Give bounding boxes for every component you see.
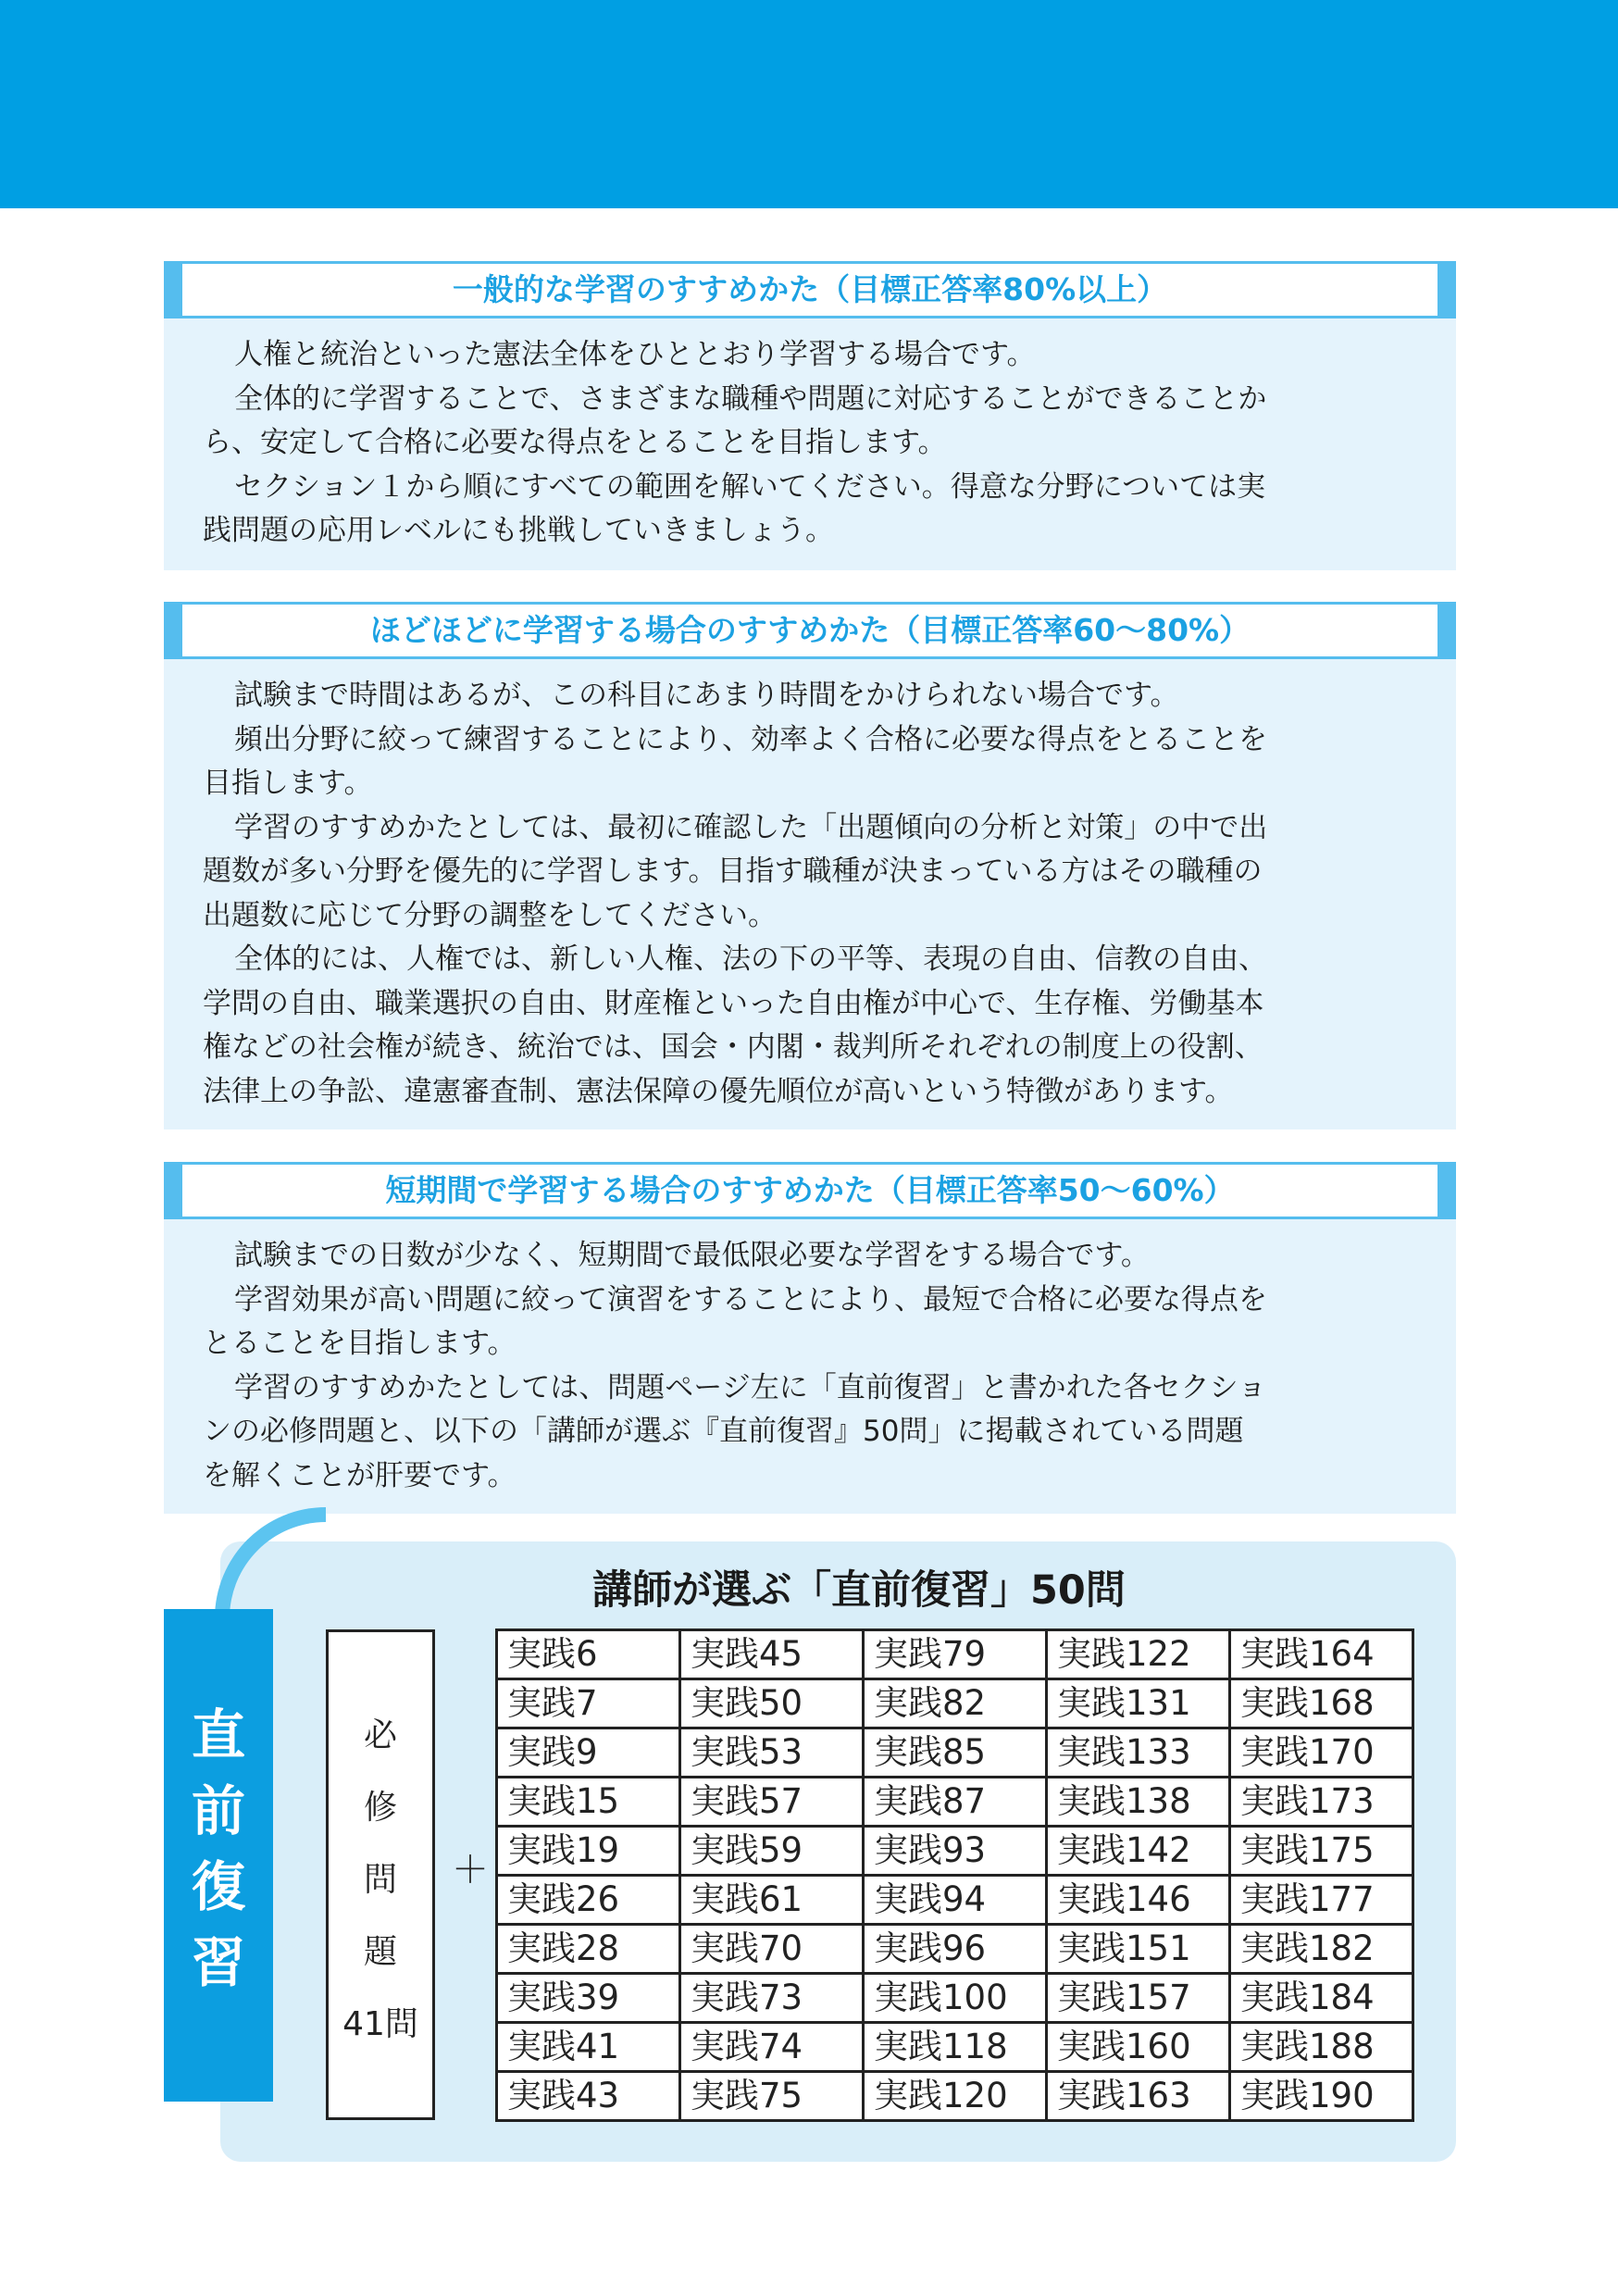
body-line: 学習のすすめかたとしては、最初に確認した「出題傾向の分析と対策」の中で出 [234, 810, 1268, 844]
required-char: 問 [363, 1861, 397, 1899]
table-cell: 実践15 [497, 1778, 680, 1827]
section-short-term-study [164, 1162, 1456, 1514]
section-title: 短期間で学習する場合のすすめかた（目標正答率50～60%） [385, 1172, 1235, 1208]
section-header [164, 1162, 1456, 1219]
table-row [497, 2072, 1413, 2121]
body-line: 人権と統治といった憲法全体をひととおり学習する場合です。 [234, 338, 1036, 371]
table-cell: 実践94 [864, 1876, 1047, 1925]
table-cell: 実践7 [497, 1679, 680, 1728]
table-row [497, 2023, 1413, 2072]
table-cell: 実践170 [1230, 1728, 1413, 1778]
section-body [203, 333, 1425, 554]
table-cell: 実践9 [497, 1728, 680, 1778]
review-problem-table [495, 1628, 1414, 2122]
body-line: 試験まで時間はあるが、この科目にあまり時間をかけられない場合です。 [234, 679, 1179, 712]
table-cell: 実践163 [1047, 2072, 1230, 2121]
table-cell: 実践74 [680, 2023, 864, 2072]
review-tab-char: 直 [191, 1703, 245, 1766]
section-title: 一般的な学習のすすめかた（目標正答率80%以上） [452, 271, 1168, 307]
table-cell: 実践93 [864, 1827, 1047, 1876]
table-row [497, 1728, 1413, 1778]
table-cell: 実践160 [1047, 2023, 1230, 2072]
section-title: ほどほどに学習する場合のすすめかた（目標正答率60～80%） [369, 612, 1251, 648]
table-cell: 実践26 [497, 1876, 680, 1925]
review-tab [164, 1609, 273, 2102]
top-banner [0, 0, 1618, 208]
body-line: とることを目指します。 [203, 1327, 517, 1360]
table-cell: 実践164 [1230, 1630, 1413, 1679]
required-count: 41問 [342, 2005, 418, 2043]
table-cell: 実践100 [864, 1974, 1047, 2023]
body-line: 全体的には、人権では、新しい人権、法の下の平等、表現の自由、信教の自由、 [234, 942, 1267, 976]
table-row [497, 1974, 1413, 2023]
body-line: 題数が多い分野を優先的に学習します。目指す職種が決まっている方はその職種の [203, 855, 1263, 888]
table-cell: 実践53 [680, 1728, 864, 1778]
body-line: 権などの社会権が続き、統治では、国会・内閣・裁判所それぞれの制度上の役割、 [203, 1030, 1263, 1064]
table-cell: 実践75 [680, 2072, 864, 2121]
table-row [497, 1630, 1413, 1679]
table-row [497, 1679, 1413, 1728]
section-header [164, 261, 1456, 318]
review-title: 講師が選ぶ「直前復習」50問 [592, 1567, 1126, 1614]
table-cell: 実践59 [680, 1827, 864, 1876]
table-cell: 実践45 [680, 1630, 864, 1679]
table-cell: 実践175 [1230, 1827, 1413, 1876]
plus-sign: ＋ [452, 1849, 489, 1891]
table-row [497, 1925, 1413, 1974]
table-cell: 実践6 [497, 1630, 680, 1679]
section-moderate-study [164, 602, 1456, 1129]
table-cell: 実践118 [864, 2023, 1047, 2072]
table-cell: 実践85 [864, 1728, 1047, 1778]
table-cell: 実践41 [497, 2023, 680, 2072]
review-tab-char: 前 [191, 1779, 245, 1842]
table-cell: 実践138 [1047, 1778, 1230, 1827]
body-line: 学問の自由、職業選択の自由、財産権といった自由権が中心で、生存権、労働基本 [203, 986, 1264, 1020]
table-cell: 実践182 [1230, 1925, 1413, 1974]
body-line: 出題数に応じて分野の調整をしてください。 [203, 898, 777, 932]
required-char: 必 [363, 1716, 397, 1754]
table-cell: 実践133 [1047, 1728, 1230, 1778]
table-cell: 実践146 [1047, 1876, 1230, 1925]
section-body [203, 1234, 1425, 1498]
table-cell: 実践87 [864, 1778, 1047, 1827]
body-line: 法律上の争訟、違憲審査制、憲法保障の優先順位が高いという特徴があります。 [203, 1074, 1234, 1108]
table-cell: 実践168 [1230, 1679, 1413, 1728]
table-cell: 実践157 [1047, 1974, 1230, 2023]
table-cell: 実践173 [1230, 1778, 1413, 1827]
table-cell: 実践70 [680, 1925, 864, 1974]
table-cell: 実践39 [497, 1974, 680, 2023]
body-line: 試験までの日数が少なく、短期間で最低限必要な学習をする場合です。 [234, 1239, 1150, 1272]
table-cell: 実践151 [1047, 1925, 1230, 1974]
body-line: 全体的に学習することで、さまざまな職種や問題に対応することができることか [234, 381, 1267, 416]
table-cell: 実践177 [1230, 1876, 1413, 1925]
body-line: を解くことが肝要です。 [203, 1458, 517, 1492]
section-general-study [164, 261, 1456, 570]
decorative-curve [215, 1507, 326, 1618]
table-cell: 実践142 [1047, 1827, 1230, 1876]
body-line: 学習のすすめかたとしては、問題ページ左に「直前復習」と書かれた各セクショ [234, 1370, 1267, 1404]
table-cell: 実践19 [497, 1827, 680, 1876]
table-cell: 実践43 [497, 2072, 680, 2121]
table-cell: 実践184 [1230, 1974, 1413, 2023]
table-cell: 実践188 [1230, 2023, 1413, 2072]
required-problems-box [326, 1629, 435, 2120]
table-cell: 実践190 [1230, 2072, 1413, 2121]
table-row [497, 1778, 1413, 1827]
body-line: ンの必修問題と、以下の「講師が選ぶ『直前復習』50問」に掲載されている問題 [203, 1415, 1244, 1448]
table-row [497, 1876, 1413, 1925]
table-cell: 実践57 [680, 1778, 864, 1827]
section-body [203, 674, 1425, 1114]
table-cell: 実践73 [680, 1974, 864, 2023]
table-cell: 実践79 [864, 1630, 1047, 1679]
body-line: 践問題の応用レベルにも挑戦していきましょう。 [203, 514, 834, 547]
table-cell: 実践50 [680, 1679, 864, 1728]
body-line: セクション１から順にすべての範囲を解いてください。得意な分野については実 [234, 469, 1266, 504]
table-cell: 実践61 [680, 1876, 864, 1925]
table-cell: 実践120 [864, 2072, 1047, 2121]
required-char: 題 [363, 1933, 397, 1971]
review-tab-char: 習 [191, 1931, 245, 1994]
body-line: ら、安定して合格に必要な得点をとることを目指します。 [203, 426, 947, 459]
table-cell: 実践82 [864, 1679, 1047, 1728]
table-cell: 実践131 [1047, 1679, 1230, 1728]
body-line: 頻出分野に絞って練習することにより、効率よく合格に必要な得点をとることを [234, 722, 1267, 756]
table-cell: 実践122 [1047, 1630, 1230, 1679]
table-cell: 実践28 [497, 1925, 680, 1974]
required-char: 修 [363, 1789, 397, 1827]
review-tab-char: 復 [191, 1855, 245, 1918]
body-line: 学習効果が高い問題に絞って演習をすることにより、最短で合格に必要な得点を [234, 1282, 1267, 1316]
table-row [497, 1827, 1413, 1876]
body-line: 目指します。 [203, 767, 373, 800]
table-cell: 実践96 [864, 1925, 1047, 1974]
section-header [164, 602, 1456, 659]
